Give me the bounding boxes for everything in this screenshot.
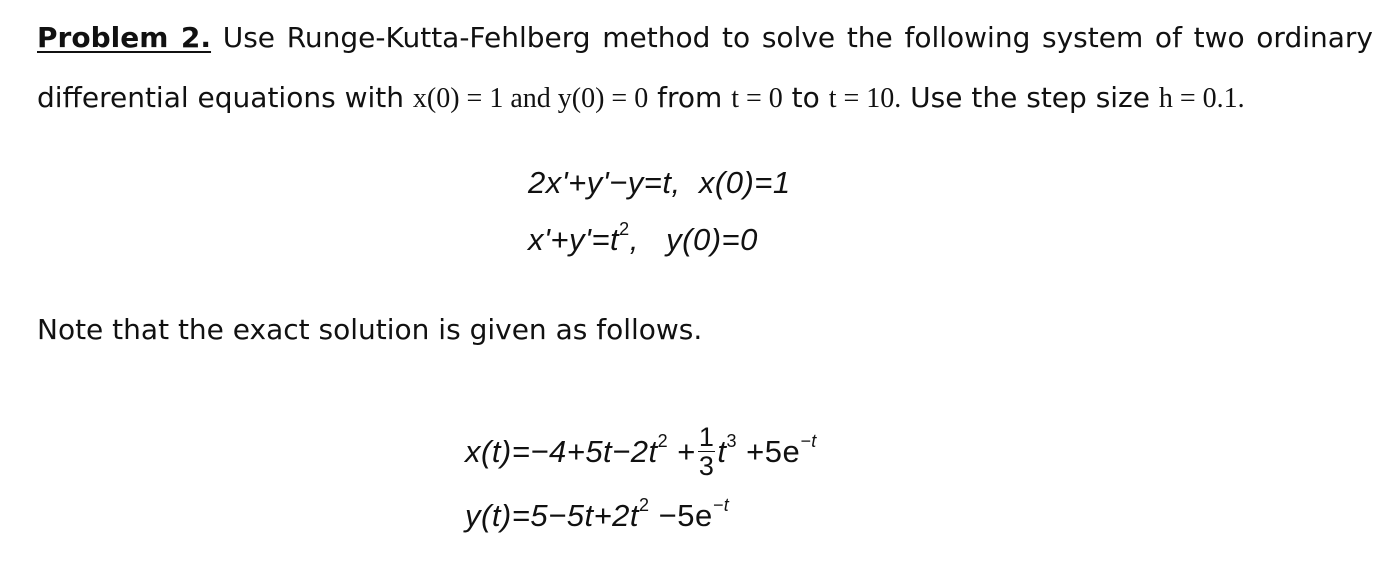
ode1-rhs: =t, bbox=[643, 165, 681, 200]
sol-y-lhs: y(t) bbox=[465, 498, 512, 533]
ode-equation-1 bbox=[528, 167, 791, 198]
ode1-lhs: 2x'+y'−y bbox=[528, 165, 644, 200]
sol-x-part1: =−4+5t−2t bbox=[511, 434, 658, 470]
ode2-initial-condition: y(0)=0 bbox=[666, 222, 758, 257]
sol-y-exp1: 2 bbox=[639, 494, 650, 515]
sol-x-exp2: 3 bbox=[726, 430, 738, 451]
exact-solution-x bbox=[465, 422, 817, 483]
problem-text-line-1: Use Runge-Kutta-Fehlberg method to solve the following system of two ordinary bbox=[222, 21, 1373, 54]
fraction-numerator: 1 bbox=[698, 422, 715, 452]
sol-x-lhs: x(t) bbox=[465, 434, 512, 470]
ode2-comma: , bbox=[629, 222, 639, 257]
sol-x-part2: +5e bbox=[737, 434, 801, 470]
sol-y-part2: −5e bbox=[649, 498, 713, 533]
sol-x-t: t bbox=[717, 434, 727, 470]
fraction-denominator: 3 bbox=[698, 451, 715, 482]
sol-x-plus: + bbox=[668, 434, 696, 470]
note-text: Note that the exact solution is given as follows. bbox=[37, 313, 703, 346]
line2-and: and bbox=[503, 83, 558, 114]
sol-x-exp3 bbox=[800, 431, 817, 451]
exact-solution-y bbox=[465, 494, 730, 533]
problem-statement-line-1 bbox=[37, 21, 1373, 54]
line2-text-1: differential equations with bbox=[37, 81, 413, 114]
time-end: t = 10. bbox=[828, 83, 902, 114]
ode2-lhs: x'+y'=t bbox=[528, 222, 620, 257]
time-start: t = 0 bbox=[731, 83, 783, 114]
sol-x-exp1: 2 bbox=[657, 430, 669, 451]
ode2-exponent: 2 bbox=[619, 218, 630, 239]
sol-x-exp3-text: −t bbox=[800, 430, 817, 451]
sol-y-exp2-text: −t bbox=[712, 494, 730, 515]
fraction-one-third bbox=[698, 423, 716, 481]
initial-condition-y: y(0) = 0 bbox=[557, 83, 649, 114]
line2-text-3: to bbox=[782, 81, 829, 114]
ode-equation-2 bbox=[528, 218, 758, 257]
initial-condition-x: x(0) = 1 bbox=[412, 83, 504, 114]
line2-text-4: Use the step size bbox=[901, 81, 1159, 114]
line2-text-2: from bbox=[648, 81, 732, 114]
sol-y-part1: =5−5t+2t bbox=[511, 498, 640, 533]
step-size: h = 0.1. bbox=[1158, 83, 1245, 114]
sol-y-exp2 bbox=[713, 495, 730, 515]
problem-statement-line-2 bbox=[37, 81, 1245, 114]
ode1-initial-condition: x(0)=1 bbox=[698, 165, 791, 200]
problem-label: Problem 2. bbox=[37, 21, 212, 54]
